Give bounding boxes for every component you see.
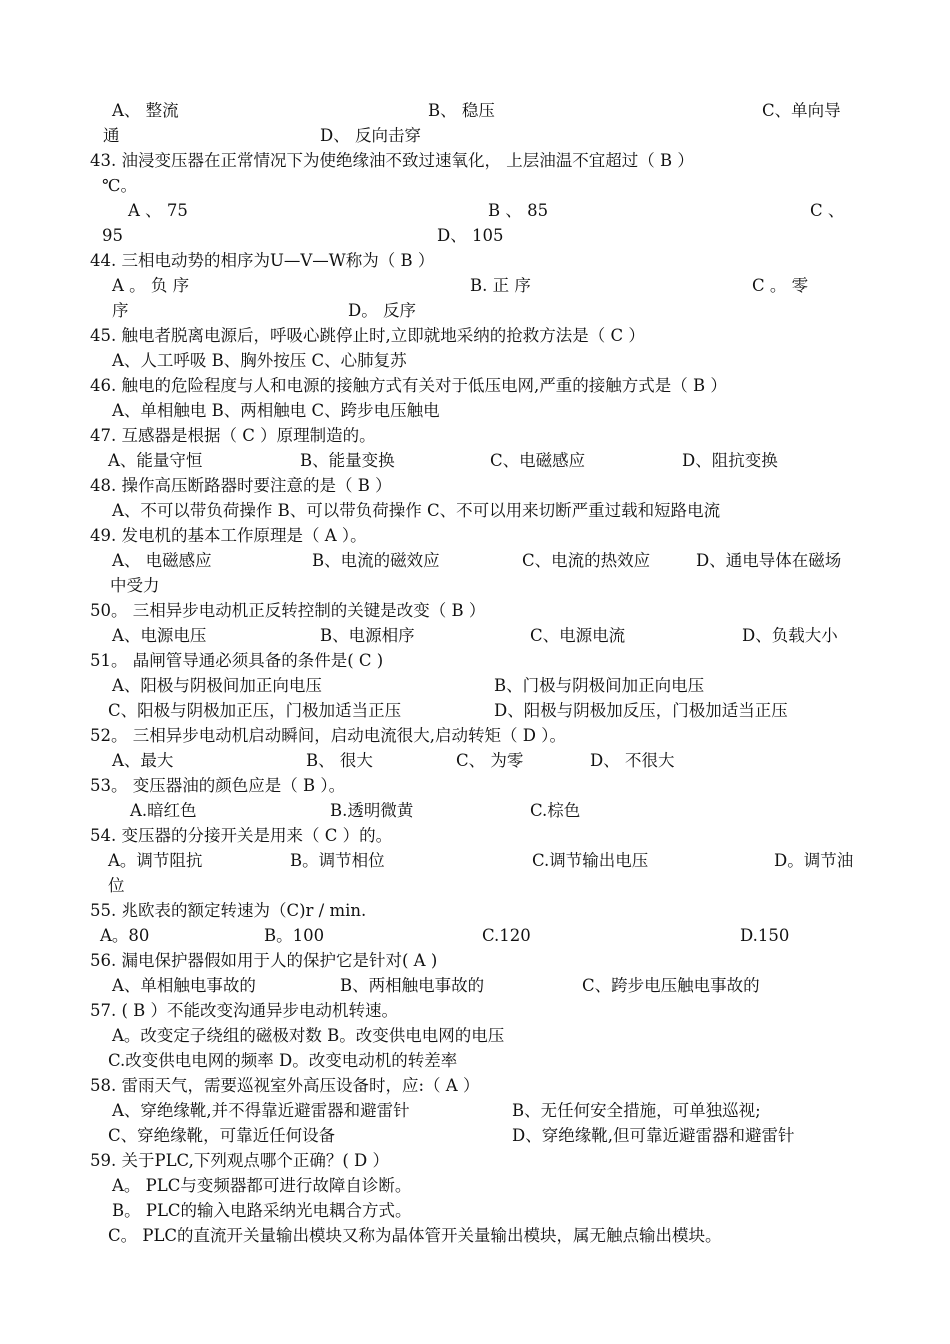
text-segment: B、无任何安全措施，可单独巡视; bbox=[512, 1101, 761, 1120]
text-line bbox=[0, 524, 950, 548]
text-segment: A 、 75 bbox=[128, 201, 188, 220]
text-segment: B、 稳压 bbox=[428, 101, 495, 120]
text-segment: 52。 三相异步电动机启动瞬间，启动电流很大,启动转矩（ D ）。 bbox=[90, 726, 566, 745]
text-segment: B、两相触电事故的 bbox=[340, 976, 485, 995]
text-segment: 50。 三相异步电动机正反转控制的关键是改变（ B ） bbox=[90, 601, 486, 620]
text-segment: 53。 变压器油的颜色应是（ B ）。 bbox=[90, 776, 346, 795]
text-line bbox=[0, 249, 950, 273]
text-line bbox=[0, 499, 950, 523]
text-segment: 序 bbox=[112, 301, 129, 320]
text-segment: C、穿绝缘靴，可靠近任何设备 bbox=[108, 1126, 336, 1145]
text-segment: C、 为零 bbox=[456, 751, 524, 770]
text-line bbox=[0, 724, 950, 748]
text-line bbox=[0, 449, 950, 473]
text-segment: 位 bbox=[108, 876, 125, 895]
text-segment: A.暗红色 bbox=[130, 801, 197, 820]
text-segment: C、电流的热效应 bbox=[522, 551, 651, 570]
text-segment: 56. 漏电保护器假如用于人的保护它是针对( A ) bbox=[90, 951, 438, 970]
text-line bbox=[0, 474, 950, 498]
text-line bbox=[0, 1224, 950, 1248]
text-segment: B、电流的磁效应 bbox=[312, 551, 440, 570]
text-line bbox=[0, 699, 950, 723]
text-segment: B. 正 序 bbox=[470, 276, 531, 295]
text-segment: 44. 三相电动势的相序为U—V—W称为（ B ） bbox=[90, 251, 435, 270]
text-line bbox=[0, 974, 950, 998]
text-line bbox=[0, 1174, 950, 1198]
text-segment: 57. ( B ）不能改变沟通异步电动机转速。 bbox=[90, 1001, 399, 1020]
text-line bbox=[0, 1099, 950, 1123]
text-segment: D、负载大小 bbox=[742, 626, 838, 645]
text-segment: D、 反向击穿 bbox=[320, 126, 421, 145]
text-segment: 55. 兆欧表的额定转速为（C)r / min. bbox=[90, 901, 367, 920]
text-line bbox=[0, 174, 950, 198]
text-segment: A 。 负 序 bbox=[112, 276, 190, 295]
text-line bbox=[0, 1124, 950, 1148]
text-segment: B。调节相位 bbox=[290, 851, 385, 870]
text-line bbox=[0, 1024, 950, 1048]
text-line bbox=[0, 799, 950, 823]
text-segment: A。80 bbox=[100, 926, 150, 945]
text-segment: A、最大 bbox=[112, 751, 174, 770]
text-segment: C、电磁感应 bbox=[490, 451, 586, 470]
text-segment: B 、 85 bbox=[488, 201, 549, 220]
text-segment: C 、 bbox=[810, 201, 845, 220]
text-segment: C.调节输出电压 bbox=[532, 851, 649, 870]
text-segment: 59. 关于PLC,下列观点哪个正确？( D ） bbox=[90, 1151, 389, 1170]
text-segment: D.150 bbox=[740, 926, 790, 945]
text-segment: A、单相触电 B、两相触电 C、跨步电压触电 bbox=[112, 401, 440, 420]
text-segment: B.透明微黄 bbox=[330, 801, 414, 820]
text-line bbox=[0, 1049, 950, 1073]
text-segment: A、 整流 bbox=[112, 101, 179, 120]
text-line bbox=[0, 674, 950, 698]
text-segment: C、阳极与阴极加正压，门极加适当正压 bbox=[108, 701, 402, 720]
text-segment: 51。 晶闸管导通必须具备的条件是( C ) bbox=[90, 651, 384, 670]
text-segment: B、门极与阴极间加正向电压 bbox=[494, 676, 705, 695]
text-segment: 95 bbox=[102, 226, 123, 245]
text-segment: D、 105 bbox=[437, 226, 504, 245]
text-segment: B、 很大 bbox=[306, 751, 373, 770]
text-segment: 46. 触电的危险程度与人和电源的接触方式有关对于低压电网,严重的接触方式是（ B ） bbox=[90, 376, 727, 395]
text-line bbox=[0, 599, 950, 623]
text-segment: A。 PLC与变频器都可进行故障自诊断。 bbox=[112, 1176, 412, 1195]
text-segment: C、单向导 bbox=[762, 101, 841, 120]
text-segment: A、阳极与阴极间加正向电压 bbox=[112, 676, 322, 695]
text-segment: A、穿绝缘靴,并不得靠近避雷器和避雷针 bbox=[112, 1101, 410, 1120]
text-segment: 43. 油浸变压器在正常情况下为使绝缘油不致过速氧化， 上层油温不宜超过（ B ） bbox=[90, 151, 694, 170]
text-line bbox=[0, 199, 950, 223]
text-segment: C 。 零 bbox=[752, 276, 809, 295]
text-line bbox=[0, 274, 950, 298]
text-line bbox=[0, 124, 950, 148]
text-segment: A、能量守恒 bbox=[108, 451, 203, 470]
text-segment: 48. 操作高压断路器时要注意的是（ B ） bbox=[90, 476, 392, 495]
text-line bbox=[0, 874, 950, 898]
text-segment: A、 电磁感应 bbox=[112, 551, 212, 570]
text-segment: B。 PLC的输入电路采纳光电耦合方式。 bbox=[112, 1201, 412, 1220]
text-line bbox=[0, 999, 950, 1023]
text-line bbox=[0, 949, 950, 973]
text-segment: A。改变定子绕组的磁极对数 B。改变供电电网的电压 bbox=[112, 1026, 505, 1045]
text-line bbox=[0, 649, 950, 673]
text-segment: B、能量变换 bbox=[300, 451, 395, 470]
text-line bbox=[0, 224, 950, 248]
text-segment: C.120 bbox=[482, 926, 531, 945]
text-line bbox=[0, 624, 950, 648]
text-segment: D、 不很大 bbox=[590, 751, 675, 770]
text-segment: D。 反序 bbox=[348, 301, 416, 320]
text-line bbox=[0, 749, 950, 773]
text-segment: A、不可以带负荷操作 B、可以带负荷操作 C、不可以用来切断严重过载和短路电流 bbox=[112, 501, 721, 520]
text-segment: A、单相触电事故的 bbox=[112, 976, 256, 995]
text-segment: 54. 变压器的分接开关是用来（ C ）的。 bbox=[90, 826, 393, 845]
text-segment: 45. 触电者脱离电源后，呼吸心跳停止时,立即就地采纳的抢救方法是（ C ） bbox=[90, 326, 645, 345]
text-line bbox=[0, 574, 950, 598]
text-line bbox=[0, 374, 950, 398]
text-segment: D、穿绝缘靴,但可靠近避雷器和避雷针 bbox=[512, 1126, 795, 1145]
text-line bbox=[0, 824, 950, 848]
text-segment: C、电源电流 bbox=[530, 626, 626, 645]
text-line bbox=[0, 149, 950, 173]
text-line bbox=[0, 774, 950, 798]
text-segment: B、电源相序 bbox=[320, 626, 415, 645]
text-line bbox=[0, 1074, 950, 1098]
text-line bbox=[0, 324, 950, 348]
text-line bbox=[0, 399, 950, 423]
text-line bbox=[0, 299, 950, 323]
text-line bbox=[0, 349, 950, 373]
text-segment: C。 PLC的直流开关量输出模块又称为晶体管开关量输出模块，属无触点输出模块。 bbox=[108, 1226, 722, 1245]
text-segment: 58. 雷雨天气，需要巡视室外高压设备时，应:（ A ） bbox=[90, 1076, 480, 1095]
text-segment: ℃。 bbox=[102, 176, 137, 195]
text-segment: D、阻抗变换 bbox=[682, 451, 778, 470]
text-segment: C.棕色 bbox=[530, 801, 581, 820]
text-line bbox=[0, 899, 950, 923]
text-line bbox=[0, 549, 950, 573]
text-segment: B。100 bbox=[264, 926, 325, 945]
text-segment: 49. 发电机的基本工作原理是（ A ）。 bbox=[90, 526, 367, 545]
text-segment: C.改变供电电网的频率 D。改变电动机的转差率 bbox=[108, 1051, 458, 1070]
text-segment: A。调节阻抗 bbox=[108, 851, 203, 870]
text-segment: 47. 互感器是根据（ C ）原理制造的。 bbox=[90, 426, 376, 445]
text-line bbox=[0, 924, 950, 948]
text-segment: D、通电导体在磁场 bbox=[696, 551, 842, 570]
text-segment: D、阳极与阴极加反压，门极加适当正压 bbox=[494, 701, 788, 720]
text-line bbox=[0, 424, 950, 448]
text-segment: 中受力 bbox=[110, 576, 160, 595]
text-segment: A、人工呼吸 B、胸外按压 C、心肺复苏 bbox=[112, 351, 407, 370]
text-line bbox=[0, 99, 950, 123]
text-segment: C、跨步电压触电事故的 bbox=[582, 976, 760, 995]
text-line bbox=[0, 849, 950, 873]
text-segment: D。调节油 bbox=[774, 851, 854, 870]
text-segment: 通 bbox=[103, 126, 120, 145]
text-line bbox=[0, 1199, 950, 1223]
text-line bbox=[0, 1149, 950, 1173]
text-segment: A、电源电压 bbox=[112, 626, 207, 645]
